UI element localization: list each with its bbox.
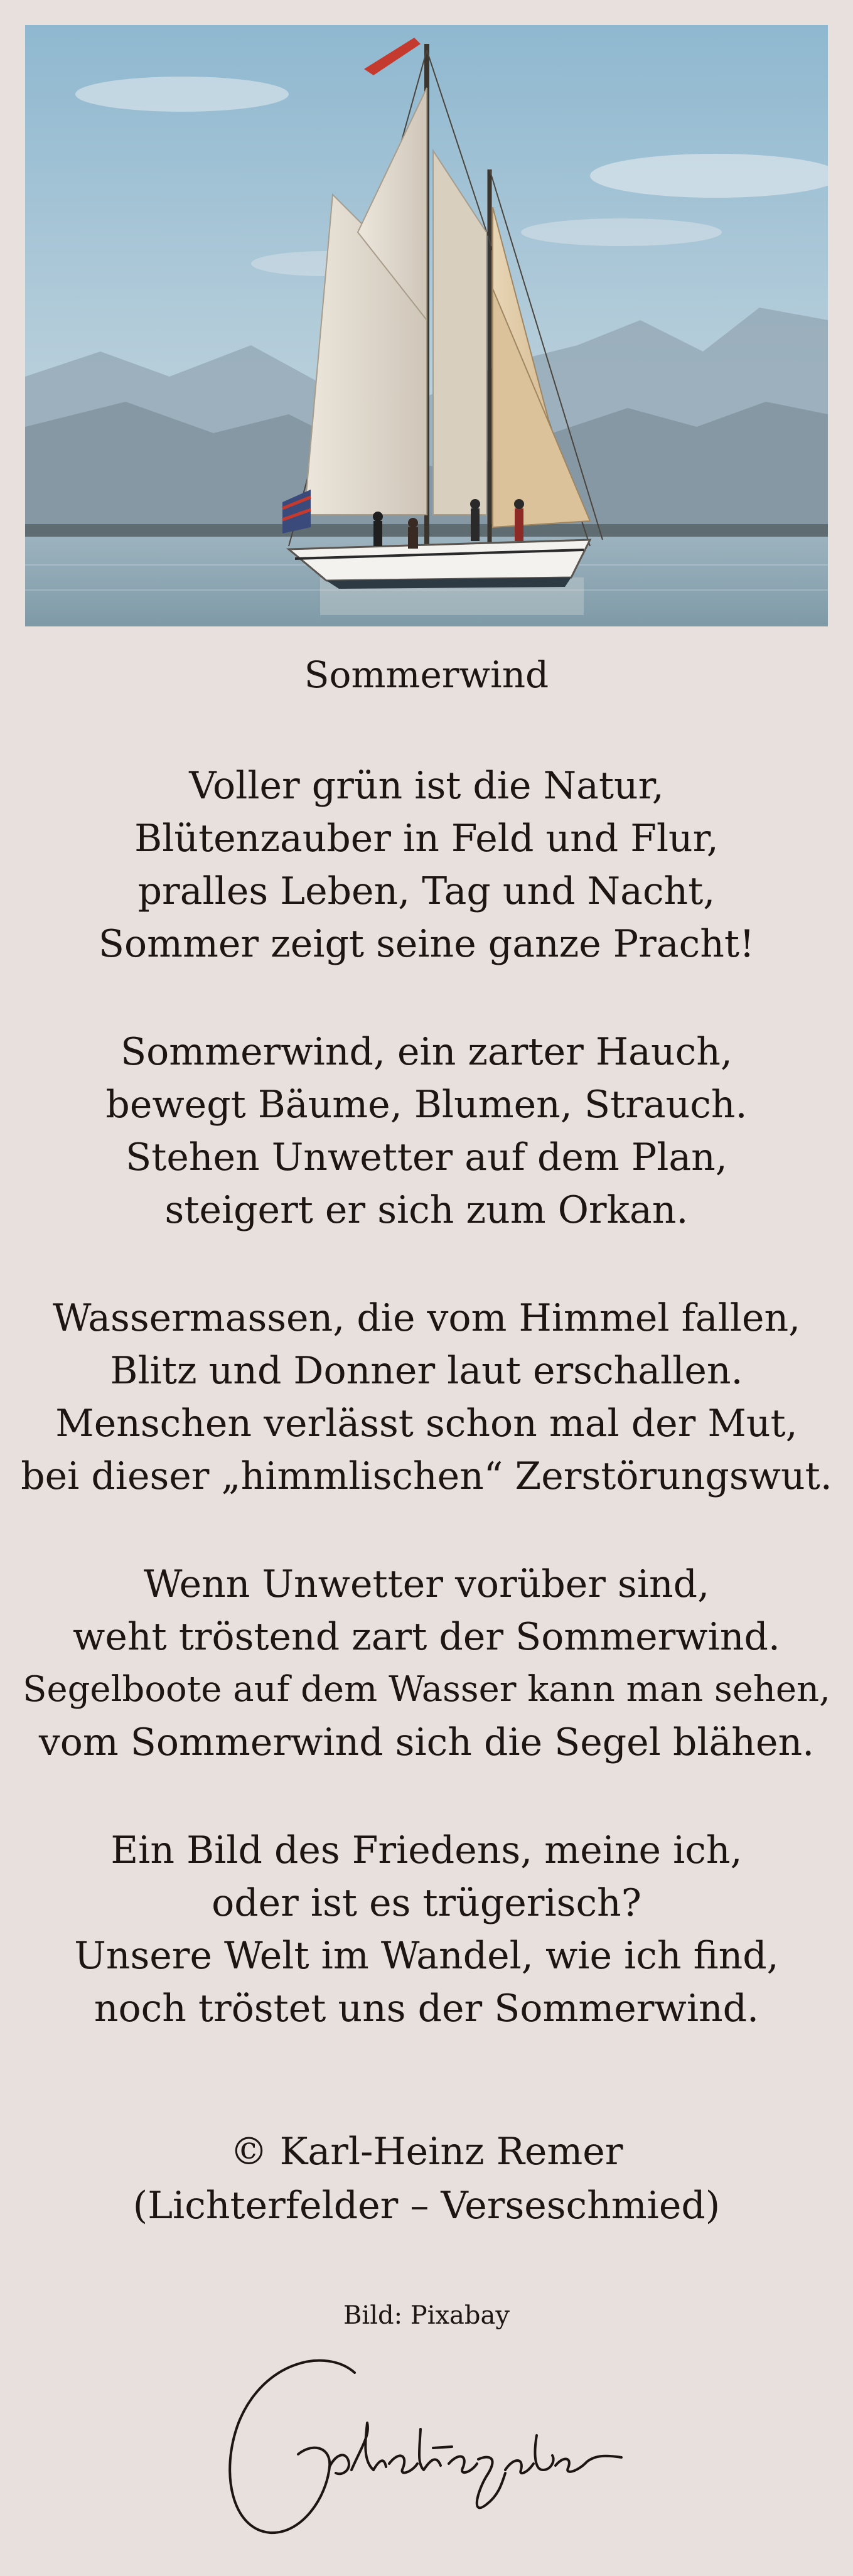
stanza-2 <box>0 1026 853 1237</box>
author-alias: (Lichterfelder – Verseschmied) <box>132 2184 721 2228</box>
poem-body <box>0 759 853 2090</box>
stanza-4 <box>0 1558 853 1769</box>
poem-line: bei dieser „himmlischen“ Zerstörungswut. <box>21 1454 832 1498</box>
poem-line: Unsere Welt im Wandel, wie ich find, <box>74 1934 779 1978</box>
poem-line: Sommer zeigt seine ganze Pracht! <box>98 922 755 966</box>
poem-line: Wenn Unwetter vorüber sind, <box>143 1562 710 1606</box>
copyright-block <box>0 2125 853 2233</box>
stanza-3 <box>0 1292 853 1503</box>
stanza-5 <box>0 1824 853 2035</box>
image-credit: Bild: Pixabay <box>343 2301 510 2330</box>
gedichtezauber-logo <box>220 2348 628 2542</box>
poem-line: Stehen Unwetter auf dem Plan, <box>126 1135 727 1179</box>
poem-line: pralles Leben, Tag und Nacht, <box>137 869 716 913</box>
poem-line: Voller grün ist die Natur, <box>189 764 664 808</box>
poem-line: weht tröstend zart der Sommerwind. <box>73 1615 780 1659</box>
sailboat-photo <box>25 25 828 626</box>
poem-line: bewegt Bäume, Blumen, Strauch. <box>105 1083 748 1127</box>
stanza-1 <box>0 759 853 970</box>
poem-line: Wassermassen, die vom Himmel fallen, <box>52 1296 801 1340</box>
poem-line: Sommerwind, ein zarter Hauch, <box>121 1030 732 1074</box>
poem-title: Sommerwind <box>304 653 549 696</box>
poem-line: vom Sommerwind sich die Segel blähen. <box>38 1720 815 1764</box>
poem-line: oder ist es trügerisch? <box>212 1881 641 1925</box>
poem-line: Segelboote auf dem Wasser kann man sehen, <box>23 1669 830 1710</box>
poem-line: Blitz und Donner laut erschallen. <box>110 1349 743 1393</box>
poem-line: steigert er sich zum Orkan. <box>164 1188 689 1232</box>
poem-line: Ein Bild des Friedens, meine ich, <box>110 1828 743 1872</box>
poem-line: Menschen verlässt schon mal der Mut, <box>55 1402 798 1446</box>
poem-line: noch tröstet uns der Sommerwind. <box>94 1987 759 2031</box>
author-line: © Karl-Heinz Remer <box>230 2130 623 2174</box>
poem-line: Blütenzauber in Feld und Flur, <box>134 817 719 861</box>
